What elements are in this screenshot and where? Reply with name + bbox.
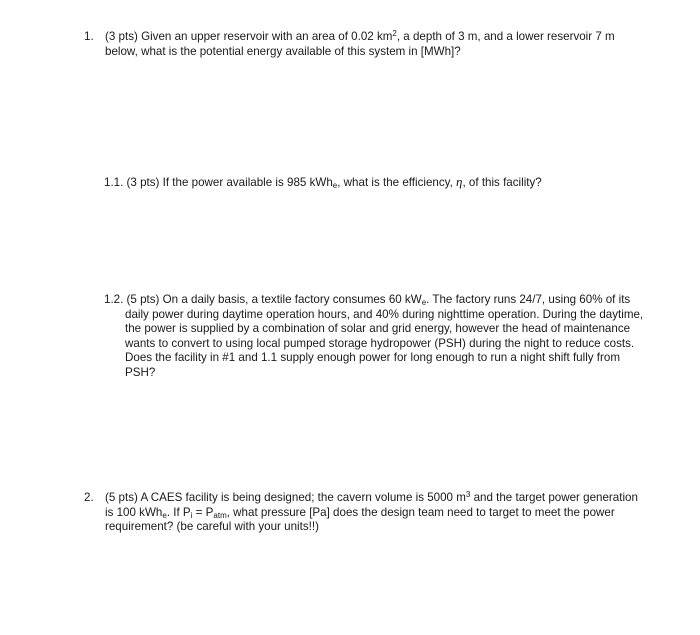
question-1-2 xyxy=(104,293,644,381)
subscript-atm: atm xyxy=(213,510,227,520)
subscript-e: e xyxy=(332,181,338,190)
question-2 xyxy=(84,491,644,535)
question-1-text-part: , a depth of 3 m, and a lower reservoir 7 m below, what is the potential energy available of this system in [MWh]? xyxy=(105,30,615,58)
question-1-1-text xyxy=(104,175,664,191)
question-1-2-text-part: . The factory runs 24/7, using 60% of its daily power during daytime operation hours, and 40% during nighttime operation. During the daytime, the power is supplied by a combination of solar and grid energy, however the head of maintenance wants to convert to using local pumped storage hydropower (PSH) during the night to reduce costs. Does the facility in #1 and 1.1 supply enough power for long enough to run a night shift fully from PSH? xyxy=(125,293,644,379)
question-2-text xyxy=(84,491,644,535)
eta-symbol: η xyxy=(456,174,463,189)
question-1-1-text-part: , of this facility? xyxy=(462,176,542,189)
question-1-2-text-part: 1.2. (5 pts) On a daily basis, a textile factory consumes 60 kW xyxy=(104,293,422,306)
question-2-number: 2. xyxy=(84,491,94,504)
subscript-e: e xyxy=(421,298,427,307)
question-1 xyxy=(84,30,644,59)
question-2-text-part: and the target power generation is 100 kWh xyxy=(105,491,638,519)
question-1-text-part: (3 pts) Given an upper reservoir with an area of 0.02 km xyxy=(105,30,393,43)
question-1-text xyxy=(84,30,644,59)
question-1-number: 1. xyxy=(84,30,94,43)
question-1-2-text xyxy=(104,293,644,381)
question-1-1-text-part: 1.1. (3 pts) If the power available is 985 kWh xyxy=(104,176,333,189)
subscript-e: e xyxy=(162,510,167,520)
question-1-1-text-part: , what is the efficiency, xyxy=(337,176,457,189)
superscript-2: 2 xyxy=(392,29,397,38)
question-2-text-part: , what pressure [Pa] does the design team need to target to meet the power requirement? (be careful with your units!!) xyxy=(105,505,615,534)
superscript-3: 3 xyxy=(465,490,471,499)
question-1-1 xyxy=(104,175,664,191)
question-2-text-part: . If P xyxy=(166,505,191,519)
subscript-i: i xyxy=(190,510,193,520)
question-2-text-part: = P xyxy=(192,505,214,519)
question-2-text-part: (5 pts) A CAES facility is being designed; the cavern volume is 5000 m xyxy=(105,491,466,504)
